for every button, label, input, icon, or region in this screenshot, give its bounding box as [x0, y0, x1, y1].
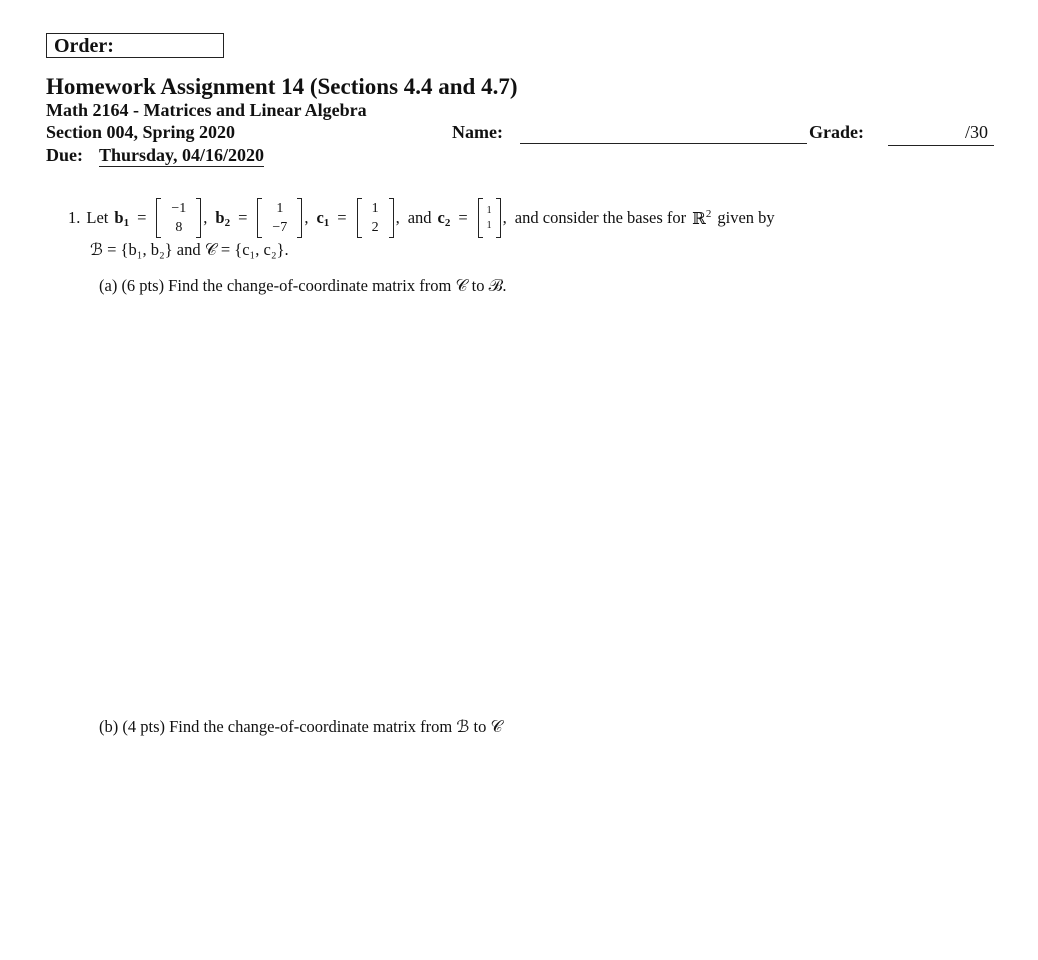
name-line[interactable] [520, 143, 807, 144]
bases-definition [90, 240, 289, 260]
b1-top: −1 [171, 201, 187, 216]
grade-label: Grade: [809, 122, 864, 142]
course-title: Math 2164 - Matrices and Linear Algebra [46, 100, 367, 120]
equals-sign: = [458, 208, 468, 227]
right-bracket [389, 198, 394, 238]
grade-line[interactable] [888, 145, 994, 146]
c2-bottom: 1 [486, 220, 492, 231]
c2-symbol: $c_2$ [437, 207, 451, 229]
comma: , [304, 208, 309, 227]
c1-bottom: 2 [371, 220, 379, 235]
due-label: Due: [46, 145, 83, 165]
equals-sign: = [238, 208, 248, 227]
part-a: (a) (6 pts) Find the change-of-coordinate matrix from 𝒞 to ℬ. [99, 276, 507, 295]
section-info: Section 004, Spring 2020 [46, 122, 236, 142]
c1-vector [357, 198, 394, 238]
problem-number: 1. [68, 208, 81, 227]
b1-bottom: 8 [175, 220, 183, 235]
b2-bottom: −7 [272, 220, 288, 235]
comma: , [203, 208, 208, 227]
right-bracket [196, 198, 201, 238]
and-text: and [407, 208, 432, 227]
let-text: Let [86, 208, 109, 227]
right-bracket [496, 198, 501, 238]
b1-symbol: $b_1$ [114, 207, 130, 229]
name-label: Name: [452, 122, 503, 142]
basis-c: 𝒞 = {c₁, c₂}. [204, 240, 289, 259]
assignment-title: Homework Assignment 14 (Sections 4.4 and 4.7) [46, 74, 518, 99]
dimension-exponent: 2 [705, 207, 712, 220]
consider-text: and consider the bases for [514, 208, 687, 227]
equals-sign: = [137, 208, 147, 227]
c2-vector [478, 198, 501, 238]
due-date: Thursday, 04/16/2020 [99, 145, 265, 165]
equals-sign: = [337, 208, 347, 227]
c1-symbol: $c_1$ [316, 207, 330, 229]
real-space [692, 208, 711, 229]
c2-top: 1 [486, 205, 492, 216]
b2-symbol: $b_2$ [215, 207, 231, 229]
basis-b: ℬ = {b₁, b₂} [90, 240, 173, 259]
right-bracket [297, 198, 302, 238]
and-text-2: and [176, 240, 201, 259]
field-symbol: ℝ [692, 208, 706, 228]
b2-top: 1 [276, 201, 284, 216]
part-b: (b) (4 pts) Find the change-of-coordinate matrix from ℬ to 𝒞 [99, 717, 503, 736]
b1-vector [156, 198, 201, 238]
comma: , [395, 208, 400, 227]
c1-top: 1 [371, 201, 379, 216]
b2-vector [257, 198, 302, 238]
problem-1-statement [68, 196, 775, 240]
order-label: Order: [54, 35, 114, 57]
grade-total: /30 [965, 122, 989, 142]
order-box [46, 33, 224, 58]
given-by-text: given by [717, 208, 775, 227]
comma: , [502, 208, 507, 227]
